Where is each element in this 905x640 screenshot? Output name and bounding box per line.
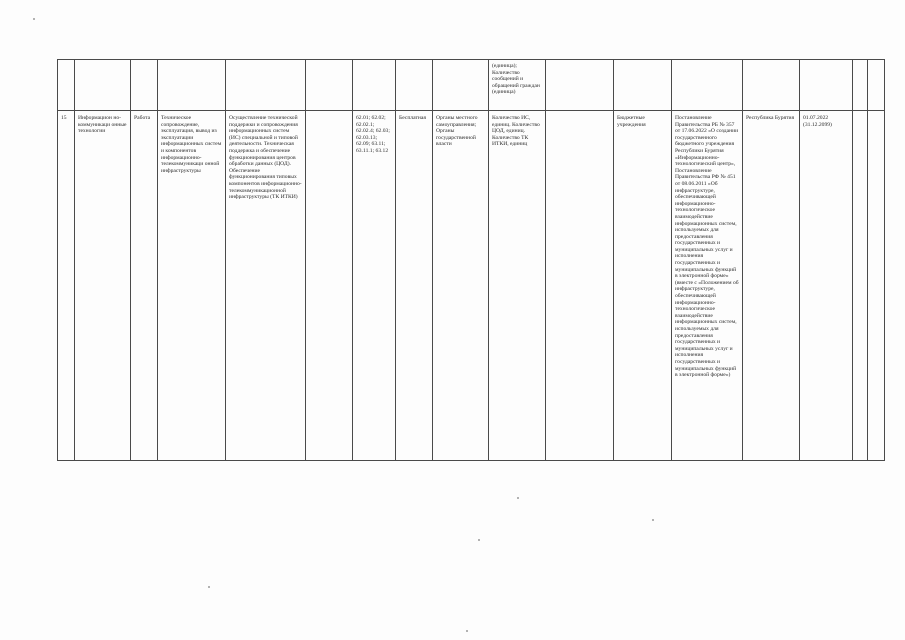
table-cell [743,60,800,111]
table-cell [58,60,75,111]
services-register-table [57,59,885,461]
table-cell [396,60,433,111]
scan-speck [652,519,654,521]
okved-cell: 62.01; 62.02; 62.02.1; 62.02.4; 62.03; 62.03.13; 62.09; 63.11; 63.11.1; 63.12 [353,111,396,461]
scan-speck [466,630,468,632]
table-cell [868,60,885,111]
table-cell [868,111,885,461]
kind-cell: Работа [131,111,158,461]
table-cell [226,60,306,111]
legal-basis-cell: Постановление Правительства РБ № 357 от 17.06.2022 «О создании государственного бюджетного учреждения Республики Бурятия «Информационно-технологический центр», Постановление Правительства РФ № 451 от 08.06.2011 «Об инфраструктуре, обеспечивающей информационно-технологическое взаимодействие информационных систем, используемых для предоставления государственных и муниципальных услуг и исполнения государственных и муниципальных функций в электронной форме» (вместе с «Положением об инфраструктуре, обеспечивающей информационно-технологическое взаимодействие информационных систем, используемых для предоставления государственных и муниципальных услуг и исполнения государственных и муниципальных функций в электронной форме») [672,111,743,461]
scan-speck [33,18,35,20]
table-cell [614,60,672,111]
table-cell [433,60,489,111]
table-cell [853,60,868,111]
content-cell: Осуществление технической поддержки и сопровождения информационных систем (ИС) специальной и типовой деятельности. Техническая поддержка и обеспечение функционирования центров обработки данных (ЦОД). Обеспечение функционирования типовых компонентов информационно-телекоммуникационной инфраструктуры (ТК ИТКИ) [226,111,306,461]
scan-speck [478,539,480,541]
table-cell [306,60,353,111]
table-cell [800,60,853,111]
row-number: 15 [58,111,75,461]
table-row [58,111,885,461]
payment-cell: Бесплатная [396,111,433,461]
table-row [58,60,885,111]
indicators-cell: Количество ИС, единиц. Количество ЦОД, единиц. Количество ТК ИТКИ, единиц [489,111,546,461]
table-cell [353,60,396,111]
table-cell [853,111,868,461]
service-name-cell: Техническое сопровождение, эксплуатация, вывод из эксплуатации информационных систем и компонентов информационно-телекоммуникаци онной инфраструктуры [158,111,226,461]
category-cell: Информацион но-коммуникаци онные технологии [75,111,131,461]
institution-type-cell: Бюджетные учреждения [614,111,672,461]
table-cell [75,60,131,111]
table-cell [546,111,614,461]
table-cell [131,60,158,111]
region-cell: Республика Бурятия [743,111,800,461]
recipients-cell: Органы местного самоуправления; Органы государственной власти [433,111,489,461]
dates-cell: 01.07.2022 (31.12.2099) [800,111,853,461]
scan-speck [208,586,210,588]
table-cell [672,60,743,111]
scan-speck [517,497,519,499]
table-cell [546,60,614,111]
table-cell [306,111,353,461]
unit-text-cell: (единица); Количество сообщений и обращений граждан (единица) [489,60,546,111]
table-cell [158,60,226,111]
